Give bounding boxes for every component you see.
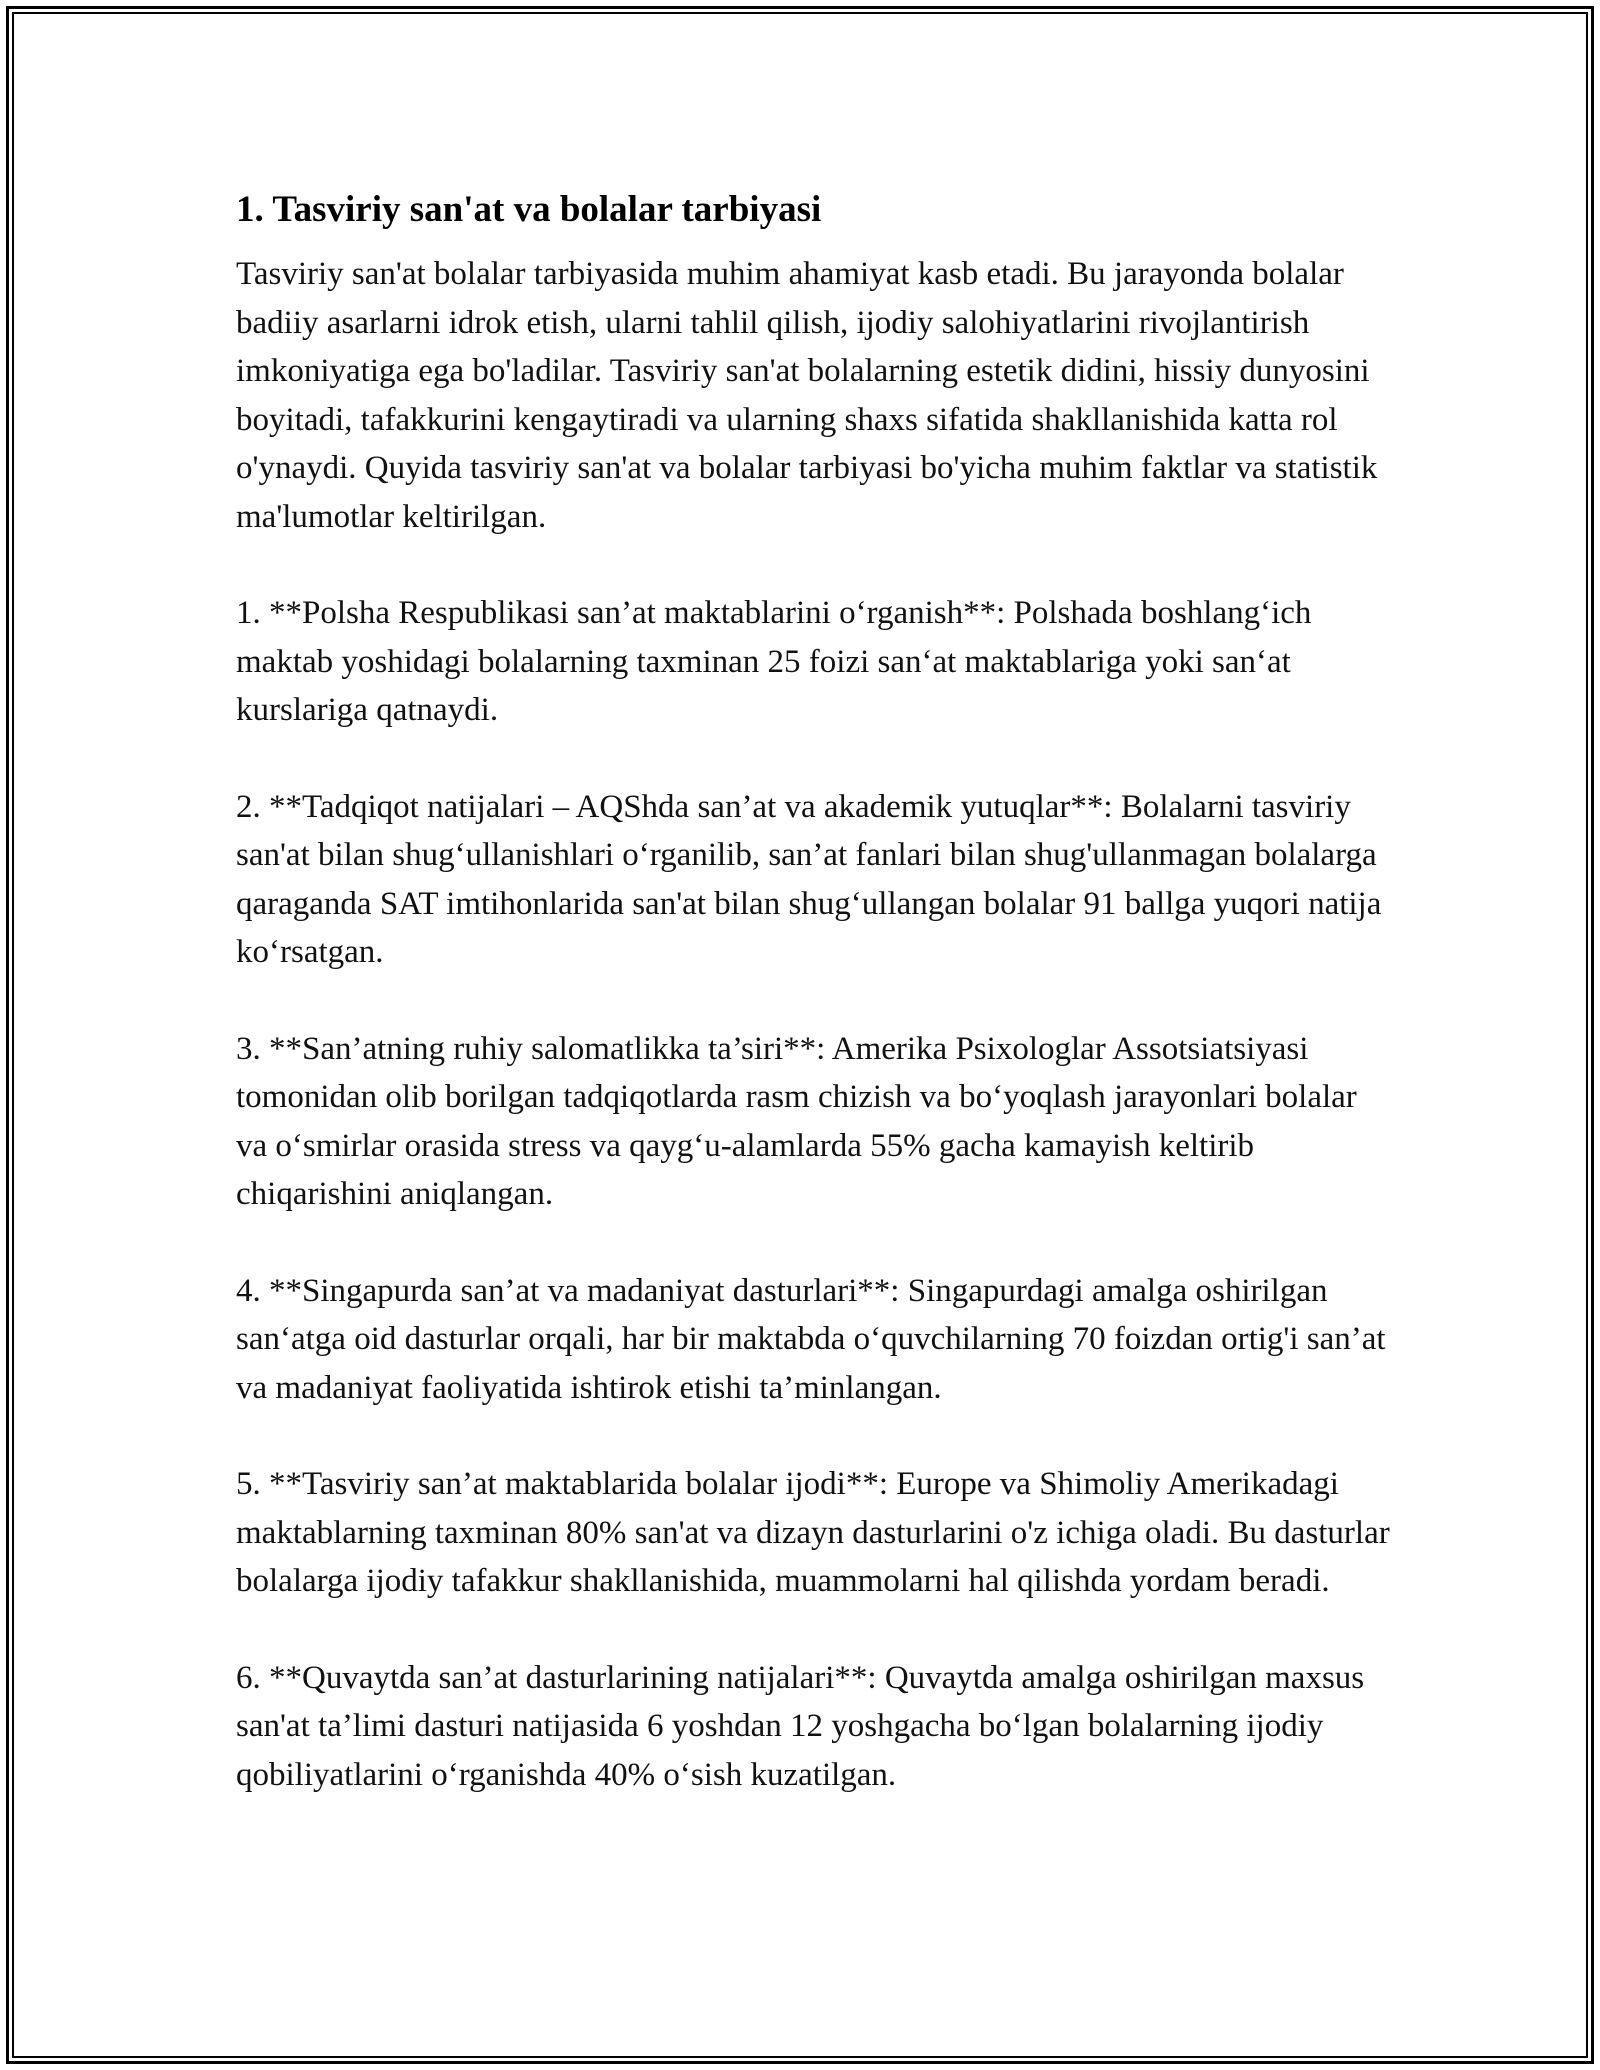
- fact-item: 3. **San’atning ruhiy salomatlikka ta’siri**: Amerika Psixologlar Assotsiatsiyasi tomonidan olib borilgan tadqiqotlarda rasm chizish va bo‘yoqlash jarayonlari bolalar va o‘smirlar orasida stress va qayg‘u-alamlarda 55% gacha kamayish keltirib chiqarishini aniqlangan.: [236, 1030, 1357, 1212]
- fact-item: 2. **Tadqiqot natijalari – AQShda san’at va akademik yutuqlar**: Bolalarni tasviriy san'at bilan shug‘ullanishlari o‘rganilib, san’at fanlari bilan shug'ullanmagan bolalarga qaraganda SAT imtihonlarida san'at bilan shug‘ullangan bolalar 91 ballga yuqori natija ko‘rsatgan.: [236, 788, 1382, 970]
- document-title: 1. Tasviriy san'at va bolalar tarbiyasi: [236, 189, 822, 230]
- intro-paragraph: Tasviriy san'at bolalar tarbiyasida muhim ahamiyat kasb etadi. Bu jarayonda bolalar badiiy asarlarni idrok etish, ularni tahlil qilish, ijodiy salohiyatlarini rivojlantirish imkoniyatiga ega bo'ladilar. Tasviriy san'at bolalarning estetik didini, hissiy dunyosini boyitadi, tafakkurini kengaytiradi va ularning shaxs sifatida shakllanishida katta rol o'ynaydi. Quyida tasviriy san'at va bolalar tarbiyasi bo'yicha muhim faktlar va statistik ma'lumotlar keltirilgan.: [236, 256, 1378, 535]
- fact-item: 6. **Quvaytda san’at dasturlarining natijalari**: Quvaytda amalga oshirilgan maxsus san'at ta’limi dasturi natijasida 6 yoshdan 12 yoshgacha bo‘lgan bolalarning ijodiy qobiliyatlarini o‘rganishda 40% o‘sish kuzatilgan.: [236, 1659, 1365, 1793]
- fact-item: 5. **Tasviriy san’at maktablarida bolalar ijodi**: Europe va Shimoliy Amerikadagi maktablarning taxminan 80% san'at va dizayn dasturlarini o'z ichiga oladi. Bu dasturlar bolalarga ijodiy tafakkur shakllanishida, muammolarni hal qilishda yordam beradi.: [236, 1466, 1390, 1599]
- fact-item: 1. **Polsha Respublikasi san’at maktablarini o‘rganish**: Polshada boshlang‘ich maktab yoshidagi bolalarning taxminan 25 foizi san‘at maktablariga yoki san‘at kurslariga qatnaydi.: [236, 595, 1312, 728]
- facts-list: [236, 589, 1396, 1799]
- fact-item: 4. **Singapurda san’at va madaniyat dasturlari**: Singapurdagi amalga oshirilgan san‘atga oid dasturlar orqali, har bir maktabda o‘quvchilarning 70 foizdan ortig'i san’at va madaniyat faoliyatida ishtirok etishi ta’minlangan.: [236, 1272, 1386, 1406]
- document-body: [236, 186, 1396, 1799]
